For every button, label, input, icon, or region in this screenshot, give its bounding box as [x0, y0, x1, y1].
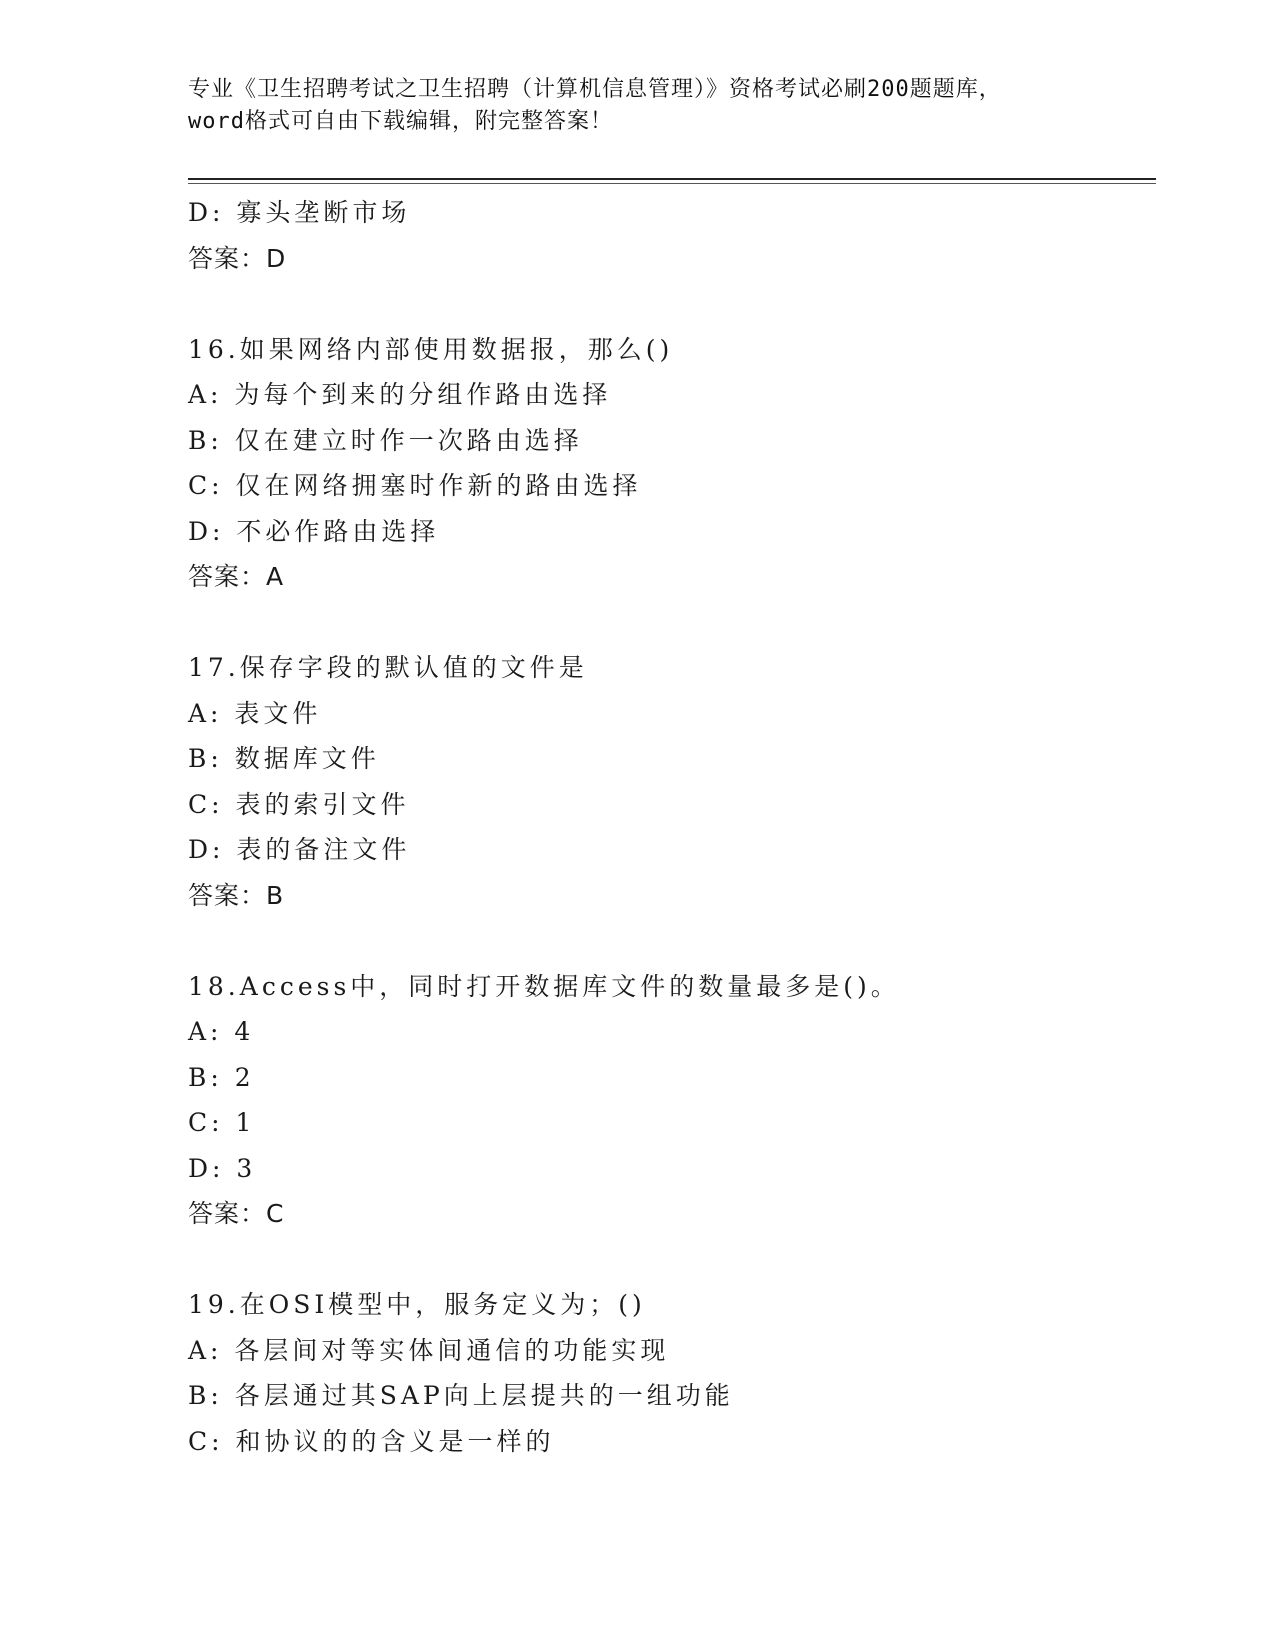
option-line: D: 3 — [188, 1153, 257, 1183]
question-block — [188, 1282, 1148, 1464]
option-line: A: 表文件 — [188, 698, 322, 728]
block-spacer — [188, 281, 1148, 327]
header-line-1: 专业《卫生招聘考试之卫生招聘（计算机信息管理）》资格考试必刷200题题库， — [188, 77, 1002, 102]
option-line: B: 数据库文件 — [188, 744, 380, 773]
option-line: C: 表的索引文件 — [188, 789, 410, 819]
question-block — [188, 327, 1148, 646]
header-line-2: word格式可自由下载编辑，附完整答案！ — [188, 109, 613, 134]
option-line: C: 和协议的的含义是一样的 — [188, 1426, 555, 1456]
question-text: 17.保存字段的默认值的文件是 — [188, 653, 588, 682]
option-line: A: 各层间对等实体间通信的功能实现 — [188, 1335, 670, 1365]
question-block — [188, 645, 1148, 964]
option-line: C: 1 — [188, 1108, 256, 1137]
header-divider-thin — [188, 183, 1156, 184]
block-spacer — [188, 1237, 1148, 1283]
option-line: D: 寡头垄断市场 — [188, 198, 411, 227]
block-spacer — [188, 918, 1148, 964]
document-header — [188, 74, 1088, 138]
block-spacer — [188, 600, 1148, 646]
answer-line: 答案：D — [188, 243, 287, 273]
question-text: 18.Access中，同时打开数据库文件的数量最多是()。 — [188, 971, 900, 1001]
answer-line: 答案：C — [188, 1199, 285, 1228]
question-block — [188, 964, 1148, 1283]
option-line: C: 仅在网络拥塞时作新的路由选择 — [188, 471, 642, 500]
answer-line: 答案：A — [188, 562, 285, 591]
answer-line: 答案：B — [188, 880, 285, 910]
header-divider-thick — [188, 178, 1156, 180]
option-line: B: 仅在建立时作一次路由选择 — [188, 425, 583, 455]
option-line: D: 不必作路由选择 — [188, 516, 440, 546]
option-line: A: 为每个到来的分组作路由选择 — [188, 380, 612, 409]
option-line: A: 4 — [188, 1017, 255, 1046]
question-text: 19.在OSI模型中，服务定义为；() — [188, 1290, 646, 1319]
option-line: B: 各层通过其SAP向上层提共的一组功能 — [188, 1381, 734, 1410]
option-line: D: 表的备注文件 — [188, 835, 411, 864]
option-line: B: 2 — [188, 1062, 255, 1092]
question-block — [188, 190, 1148, 327]
question-text: 16.如果网络内部使用数据报，那么() — [188, 334, 674, 364]
question-list — [188, 190, 1148, 1464]
